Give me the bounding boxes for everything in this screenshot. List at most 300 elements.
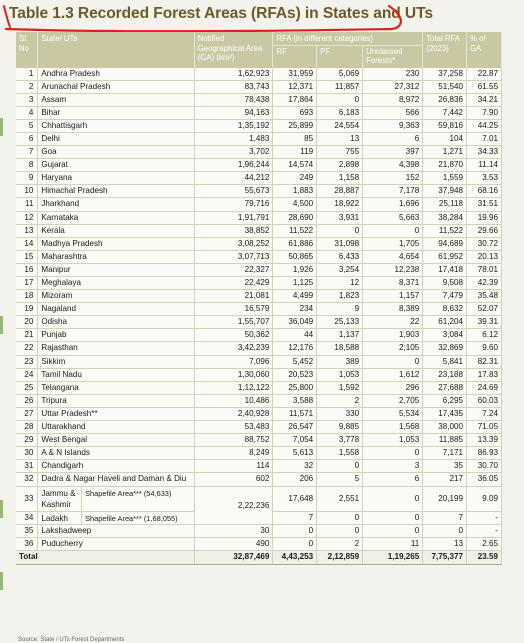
cell-total: 61,952 bbox=[423, 250, 467, 263]
cell-ga: 22,429 bbox=[194, 277, 273, 290]
cell-unclassed: 566 bbox=[363, 106, 423, 119]
cell-state: Puducherry bbox=[38, 538, 194, 551]
cell-pct: 29.66 bbox=[466, 224, 501, 237]
cell-sl: 31 bbox=[16, 460, 38, 473]
cell-rf: 1,125 bbox=[273, 277, 317, 290]
cell-pf: 0 bbox=[317, 511, 363, 525]
table-row bbox=[16, 263, 502, 276]
cell-pct: 39.31 bbox=[466, 316, 501, 329]
cell-rf: 25,899 bbox=[273, 119, 317, 132]
cell-sl: 20 bbox=[16, 316, 38, 329]
cell-total: 5,841 bbox=[423, 355, 467, 368]
cell-rf: 12,176 bbox=[273, 342, 317, 355]
cell-pct: 7.01 bbox=[466, 132, 501, 145]
table-body bbox=[16, 68, 502, 565]
cell-ga: 44,212 bbox=[194, 172, 273, 185]
cell-pf: 6,433 bbox=[317, 250, 363, 263]
table-row bbox=[16, 132, 502, 145]
cell-ga: 1,35,192 bbox=[194, 119, 273, 132]
table-row bbox=[16, 538, 502, 551]
cell-state: Delhi bbox=[38, 132, 194, 145]
cell-total: 104 bbox=[423, 132, 467, 145]
cell-pf: 18,922 bbox=[317, 198, 363, 211]
cell-sl: 34 bbox=[16, 511, 38, 525]
cell-ga: 32,87,469 bbox=[194, 551, 273, 564]
cell-rf: 693 bbox=[273, 106, 317, 119]
cell-pct: 13.39 bbox=[466, 434, 501, 447]
cell-state: Sikkim bbox=[38, 355, 194, 368]
cell-state: Andhra Pradesh bbox=[38, 68, 194, 81]
cell-pct: 9.60 bbox=[466, 342, 501, 355]
cell-total: 7,75,377 bbox=[423, 551, 467, 564]
cell-rf: 3,588 bbox=[273, 394, 317, 407]
cell-ga: 78,438 bbox=[194, 93, 273, 106]
table-row bbox=[16, 381, 502, 394]
table-row bbox=[16, 237, 502, 250]
cell-pf: 28,887 bbox=[317, 185, 363, 198]
cell-rf: 1,926 bbox=[273, 263, 317, 276]
cell-ga-combined: 2,22,236 bbox=[194, 486, 273, 525]
cell-pct: 60.03 bbox=[466, 394, 501, 407]
cell-unclassed: 230 bbox=[363, 68, 423, 81]
cell-unclassed: 8,371 bbox=[363, 277, 423, 290]
cell-sl: 14 bbox=[16, 237, 38, 250]
cell-unclassed: 2,105 bbox=[363, 342, 423, 355]
cell-pct: 86.93 bbox=[466, 447, 501, 460]
cell-unclassed: 6 bbox=[363, 132, 423, 145]
cell-rf: 11,522 bbox=[273, 224, 317, 237]
cell-unclassed: 7,178 bbox=[363, 185, 423, 198]
cell-unclassed: 1,19,265 bbox=[363, 551, 423, 564]
cell-rf: 32 bbox=[273, 460, 317, 473]
cell-total: 17,435 bbox=[423, 407, 467, 420]
cell-total: 94,689 bbox=[423, 237, 467, 250]
cell-rf: 0 bbox=[273, 525, 317, 538]
cell-pf: 9,885 bbox=[317, 421, 363, 434]
cell-sl: 9 bbox=[16, 172, 38, 185]
cell-pct: 6.12 bbox=[466, 329, 501, 342]
cell-rf: 7 bbox=[273, 511, 317, 525]
header-pf: PF bbox=[317, 45, 363, 68]
cell-pct: 11.14 bbox=[466, 159, 501, 172]
cell-pct: 9.09 bbox=[466, 486, 501, 511]
cell-unclassed: 1,157 bbox=[363, 290, 423, 303]
cell-total: 17,418 bbox=[423, 263, 467, 276]
cell-ga: 30 bbox=[194, 525, 273, 538]
cell-unclassed: 27,312 bbox=[363, 80, 423, 93]
table-title: Table 1.3 Recorded Forest Areas (RFAs) in States and UTs bbox=[9, 5, 433, 22]
cell-pct: 82.31 bbox=[466, 355, 501, 368]
cell-unclassed: 397 bbox=[363, 146, 423, 159]
cell-total: 23,188 bbox=[423, 368, 467, 381]
cell-state: Mizoram bbox=[38, 290, 194, 303]
cell-pf: 6,183 bbox=[317, 106, 363, 119]
cell-pf: 1,137 bbox=[317, 329, 363, 342]
cell-shapefile-area: Shapefile Area*** (54,633) bbox=[82, 486, 195, 511]
table-total-row bbox=[16, 551, 502, 564]
cell-rf: 5,613 bbox=[273, 447, 317, 460]
cell-sl: 22 bbox=[16, 342, 38, 355]
cell-ga: 1,96,244 bbox=[194, 159, 273, 172]
cell-pct: 52.07 bbox=[466, 303, 501, 316]
cell-sl: 10 bbox=[16, 185, 38, 198]
cell-ga: 8,249 bbox=[194, 447, 273, 460]
cell-pf: 5,069 bbox=[317, 68, 363, 81]
cell-pf: 389 bbox=[317, 355, 363, 368]
cell-unclassed: 0 bbox=[363, 525, 423, 538]
rfa-table bbox=[16, 32, 502, 565]
cell-pf: 25,133 bbox=[317, 316, 363, 329]
cell-unclassed: 1,696 bbox=[363, 198, 423, 211]
cell-pct: 2.65 bbox=[466, 538, 501, 551]
cell-pf: 2 bbox=[317, 394, 363, 407]
cell-ga: 83,743 bbox=[194, 80, 273, 93]
table-row bbox=[16, 250, 502, 263]
cell-rf: 234 bbox=[273, 303, 317, 316]
cell-unclassed: 8,389 bbox=[363, 303, 423, 316]
cell-pf: 330 bbox=[317, 407, 363, 420]
cell-ga: 1,62,923 bbox=[194, 68, 273, 81]
cell-unclassed: 4,398 bbox=[363, 159, 423, 172]
cell-sl: 29 bbox=[16, 434, 38, 447]
cell-total: 217 bbox=[423, 473, 467, 486]
page-accent-bar bbox=[0, 118, 3, 136]
cell-pf: 0 bbox=[317, 93, 363, 106]
table-row bbox=[16, 303, 502, 316]
cell-ga: 21,081 bbox=[194, 290, 273, 303]
cell-ga: 50,362 bbox=[194, 329, 273, 342]
table-row bbox=[16, 159, 502, 172]
cell-total: 13 bbox=[423, 538, 467, 551]
cell-sl: 26 bbox=[16, 394, 38, 407]
header-sl: Sl. No bbox=[16, 32, 38, 68]
cell-ga: 7,096 bbox=[194, 355, 273, 368]
cell-rf: 20,523 bbox=[273, 368, 317, 381]
cell-pct: 20.13 bbox=[466, 250, 501, 263]
cell-pct: 36.05 bbox=[466, 473, 501, 486]
cell-unclassed: 0 bbox=[363, 486, 423, 511]
cell-ga: 10,486 bbox=[194, 394, 273, 407]
cell-state: Tripura bbox=[38, 394, 194, 407]
cell-state: Meghalaya bbox=[38, 277, 194, 290]
cell-rf: 4,43,253 bbox=[273, 551, 317, 564]
table-row bbox=[16, 329, 502, 342]
cell-total: 38,000 bbox=[423, 421, 467, 434]
cell-total: 37,258 bbox=[423, 68, 467, 81]
cell-unclassed: 152 bbox=[363, 172, 423, 185]
cell-pf: 3,254 bbox=[317, 263, 363, 276]
cell-unclassed: 1,053 bbox=[363, 434, 423, 447]
header-state: State/ UTs bbox=[38, 32, 194, 68]
cell-total: 7,442 bbox=[423, 106, 467, 119]
table-row bbox=[16, 93, 502, 106]
cell-pct: 7.90 bbox=[466, 106, 501, 119]
cell-rf: 44 bbox=[273, 329, 317, 342]
cell-shapefile-area: Shapefile Area*** (1,68,055) bbox=[82, 511, 195, 525]
cell-total: 3,084 bbox=[423, 329, 467, 342]
cell-total: 35 bbox=[423, 460, 467, 473]
table-row bbox=[16, 119, 502, 132]
cell-state: Telangana bbox=[38, 381, 194, 394]
cell-pf: 11,857 bbox=[317, 80, 363, 93]
cell-state: Punjab bbox=[38, 329, 194, 342]
cell-sl: 18 bbox=[16, 290, 38, 303]
cell-rf: 61,886 bbox=[273, 237, 317, 250]
cell-pct: 61.55 bbox=[466, 80, 501, 93]
page-accent-bar bbox=[0, 572, 3, 590]
table-row bbox=[16, 525, 502, 538]
cell-pf: 0 bbox=[317, 460, 363, 473]
cell-ga: 1,483 bbox=[194, 132, 273, 145]
cell-total: 7,171 bbox=[423, 447, 467, 460]
cell-state: Manipur bbox=[38, 263, 194, 276]
cell-unclassed: 5,534 bbox=[363, 407, 423, 420]
cell-ga: 3,702 bbox=[194, 146, 273, 159]
cell-total: 1,559 bbox=[423, 172, 467, 185]
cell-pct: 23.59 bbox=[466, 551, 501, 564]
cell-pct: 17.83 bbox=[466, 368, 501, 381]
cell-rf: 4,499 bbox=[273, 290, 317, 303]
cell-ga: 22,327 bbox=[194, 263, 273, 276]
cell-rf: 7,054 bbox=[273, 434, 317, 447]
cell-state: Rajasthan bbox=[38, 342, 194, 355]
cell-unclassed: 12,238 bbox=[363, 263, 423, 276]
cell-rf: 14,574 bbox=[273, 159, 317, 172]
cell-sl: 35 bbox=[16, 525, 38, 538]
cell-unclassed: 5,663 bbox=[363, 211, 423, 224]
cell-unclassed: 0 bbox=[363, 511, 423, 525]
cell-sl: 36 bbox=[16, 538, 38, 551]
cell-pf: 1,592 bbox=[317, 381, 363, 394]
cell-pf: 13 bbox=[317, 132, 363, 145]
page-accent-bar bbox=[0, 500, 3, 518]
cell-pf: 755 bbox=[317, 146, 363, 159]
table-header bbox=[16, 32, 502, 68]
cell-pf: 2,551 bbox=[317, 486, 363, 511]
cell-unclassed: 22 bbox=[363, 316, 423, 329]
cell-sl: 1 bbox=[16, 68, 38, 81]
cell-state: Chandigarh bbox=[38, 460, 194, 473]
cell-pf: 9 bbox=[317, 303, 363, 316]
cell-state: Jammu & Kashmir bbox=[38, 486, 82, 511]
cell-ga: 602 bbox=[194, 473, 273, 486]
cell-pct: 34.33 bbox=[466, 146, 501, 159]
cell-state: Gujarat bbox=[38, 159, 194, 172]
cell-rf: 26,547 bbox=[273, 421, 317, 434]
cell-pct: 24.69 bbox=[466, 381, 501, 394]
cell-state: Nagaland bbox=[38, 303, 194, 316]
cell-sl: 17 bbox=[16, 277, 38, 290]
header-unclassed: Unclassed Forests* bbox=[363, 45, 423, 68]
cell-sl: 23 bbox=[16, 355, 38, 368]
cell-unclassed: 2,705 bbox=[363, 394, 423, 407]
cell-total: 21,870 bbox=[423, 159, 467, 172]
cell-ga: 2,40,928 bbox=[194, 407, 273, 420]
cell-sl: 5 bbox=[16, 119, 38, 132]
table-row bbox=[16, 421, 502, 434]
cell-unclassed: 1,903 bbox=[363, 329, 423, 342]
cell-sl: 13 bbox=[16, 224, 38, 237]
table-row bbox=[16, 198, 502, 211]
cell-pct: 31.51 bbox=[466, 198, 501, 211]
table-row bbox=[16, 447, 502, 460]
cell-rf: 11,571 bbox=[273, 407, 317, 420]
cell-ga: 3,42,239 bbox=[194, 342, 273, 355]
cell-sl: 21 bbox=[16, 329, 38, 342]
table-row bbox=[16, 316, 502, 329]
cell-rf: 25,800 bbox=[273, 381, 317, 394]
cell-rf: 1,883 bbox=[273, 185, 317, 198]
cell-total: 8,632 bbox=[423, 303, 467, 316]
cell-pct: 3.53 bbox=[466, 172, 501, 185]
cell-ga: 55,673 bbox=[194, 185, 273, 198]
cell-state: Ladakh bbox=[38, 511, 82, 525]
cell-sl: 28 bbox=[16, 421, 38, 434]
cell-pct: 34.21 bbox=[466, 93, 501, 106]
cell-state: Goa bbox=[38, 146, 194, 159]
table-row bbox=[16, 277, 502, 290]
cell-rf: 12,371 bbox=[273, 80, 317, 93]
cell-state: Himachal Pradesh bbox=[38, 185, 194, 198]
cell-rf: 31,959 bbox=[273, 68, 317, 81]
cell-unclassed: 4,654 bbox=[363, 250, 423, 263]
cell-pct: - bbox=[466, 525, 501, 538]
cell-sl: 27 bbox=[16, 407, 38, 420]
cell-pct: 71.05 bbox=[466, 421, 501, 434]
cell-pct: 42.39 bbox=[466, 277, 501, 290]
table-row bbox=[16, 342, 502, 355]
cell-state: Uttarakhand bbox=[38, 421, 194, 434]
cell-rf: 36,049 bbox=[273, 316, 317, 329]
cell-ga: 88,752 bbox=[194, 434, 273, 447]
cell-state: Odisha bbox=[38, 316, 194, 329]
page-accent-bar bbox=[0, 316, 3, 334]
table-row bbox=[16, 106, 502, 119]
cell-sl: 3 bbox=[16, 93, 38, 106]
header-ga: Notified Geographical Area (GA) (km²) bbox=[194, 32, 273, 68]
cell-pct: 22.87 bbox=[466, 68, 501, 81]
cell-state: Dadra & Nagar Haveli and Daman & Diu bbox=[38, 473, 194, 486]
cell-ga: 114 bbox=[194, 460, 273, 473]
table-row bbox=[16, 211, 502, 224]
cell-unclassed: 8,972 bbox=[363, 93, 423, 106]
cell-sl: 4 bbox=[16, 106, 38, 119]
cell-unclassed: 6 bbox=[363, 473, 423, 486]
cell-total: 38,284 bbox=[423, 211, 467, 224]
cell-ga: 1,91,791 bbox=[194, 211, 273, 224]
cell-pf: 3,931 bbox=[317, 211, 363, 224]
cell-sl: 7 bbox=[16, 146, 38, 159]
cell-pf: 2,898 bbox=[317, 159, 363, 172]
cell-pf: 1,053 bbox=[317, 368, 363, 381]
cell-total: 11,522 bbox=[423, 224, 467, 237]
cell-pf: 3,778 bbox=[317, 434, 363, 447]
table-row bbox=[16, 290, 502, 303]
cell-unclassed: 1,705 bbox=[363, 237, 423, 250]
cell-ga: 1,30,060 bbox=[194, 368, 273, 381]
cell-ga: 79,716 bbox=[194, 198, 273, 211]
cell-total: 59,816 bbox=[423, 119, 467, 132]
cell-pct: 7.24 bbox=[466, 407, 501, 420]
cell-rf: 4,500 bbox=[273, 198, 317, 211]
cell-unclassed: 0 bbox=[363, 355, 423, 368]
cell-ga: 1,55,707 bbox=[194, 316, 273, 329]
cell-state: Maharashtra bbox=[38, 250, 194, 263]
cell-pf: 5 bbox=[317, 473, 363, 486]
cell-pf: 12 bbox=[317, 277, 363, 290]
cell-total: 6,295 bbox=[423, 394, 467, 407]
cell-total: 0 bbox=[423, 525, 467, 538]
cell-sl: 30 bbox=[16, 447, 38, 460]
cell-ga: 16,579 bbox=[194, 303, 273, 316]
cell-total: 26,836 bbox=[423, 93, 467, 106]
cell-pf: 0 bbox=[317, 525, 363, 538]
cell-total: 37,948 bbox=[423, 185, 467, 198]
cell-state: Assam bbox=[38, 93, 194, 106]
cell-rf: 50,865 bbox=[273, 250, 317, 263]
cell-ga: 3,07,713 bbox=[194, 250, 273, 263]
cell-pf: 1,823 bbox=[317, 290, 363, 303]
cell-pf: 24,554 bbox=[317, 119, 363, 132]
cell-unclassed: 0 bbox=[363, 224, 423, 237]
cell-pct: 35.48 bbox=[466, 290, 501, 303]
cell-total: 51,540 bbox=[423, 80, 467, 93]
cell-sl: 19 bbox=[16, 303, 38, 316]
cell-state: Jharkhand bbox=[38, 198, 194, 211]
cell-rf: 28,690 bbox=[273, 211, 317, 224]
cell-pf: 2 bbox=[317, 538, 363, 551]
table-row bbox=[16, 407, 502, 420]
cell-ga: 3,08,252 bbox=[194, 237, 273, 250]
cell-pct: - bbox=[466, 511, 501, 525]
table-row bbox=[16, 224, 502, 237]
cell-state: Arunachal Pradesh bbox=[38, 80, 194, 93]
table-row bbox=[16, 368, 502, 381]
cell-rf: 17,648 bbox=[273, 486, 317, 511]
cell-pct: 30.72 bbox=[466, 237, 501, 250]
cell-state: Bihar bbox=[38, 106, 194, 119]
cell-ga: 490 bbox=[194, 538, 273, 551]
cell-total-label: Total bbox=[16, 551, 194, 564]
cell-unclassed: 296 bbox=[363, 381, 423, 394]
table-row bbox=[16, 460, 502, 473]
cell-pct: 30.70 bbox=[466, 460, 501, 473]
cell-pf: 0 bbox=[317, 224, 363, 237]
cell-rf: 206 bbox=[273, 473, 317, 486]
cell-unclassed: 3 bbox=[363, 460, 423, 473]
table-row bbox=[16, 185, 502, 198]
cell-sl: 32 bbox=[16, 473, 38, 486]
cell-unclassed: 1,568 bbox=[363, 421, 423, 434]
table-row bbox=[16, 80, 502, 93]
cell-total: 7 bbox=[423, 511, 467, 525]
cell-unclassed: 9,363 bbox=[363, 119, 423, 132]
cell-ga: 53,483 bbox=[194, 421, 273, 434]
cell-unclassed: 11 bbox=[363, 538, 423, 551]
cell-pf: 2,12,859 bbox=[317, 551, 363, 564]
cell-rf: 85 bbox=[273, 132, 317, 145]
cell-sl: 25 bbox=[16, 381, 38, 394]
cell-pct: 78.01 bbox=[466, 263, 501, 276]
header-rfa-group: RFA (in different categories) bbox=[273, 32, 423, 45]
cell-pct: 19.96 bbox=[466, 211, 501, 224]
cell-sl: 15 bbox=[16, 250, 38, 263]
cell-sl: 12 bbox=[16, 211, 38, 224]
source-footnote: Source: State / UTs Forest Departments bbox=[18, 637, 125, 643]
header-pct: % of GA bbox=[466, 32, 501, 68]
cell-sl: 16 bbox=[16, 263, 38, 276]
cell-unclassed: 0 bbox=[363, 447, 423, 460]
